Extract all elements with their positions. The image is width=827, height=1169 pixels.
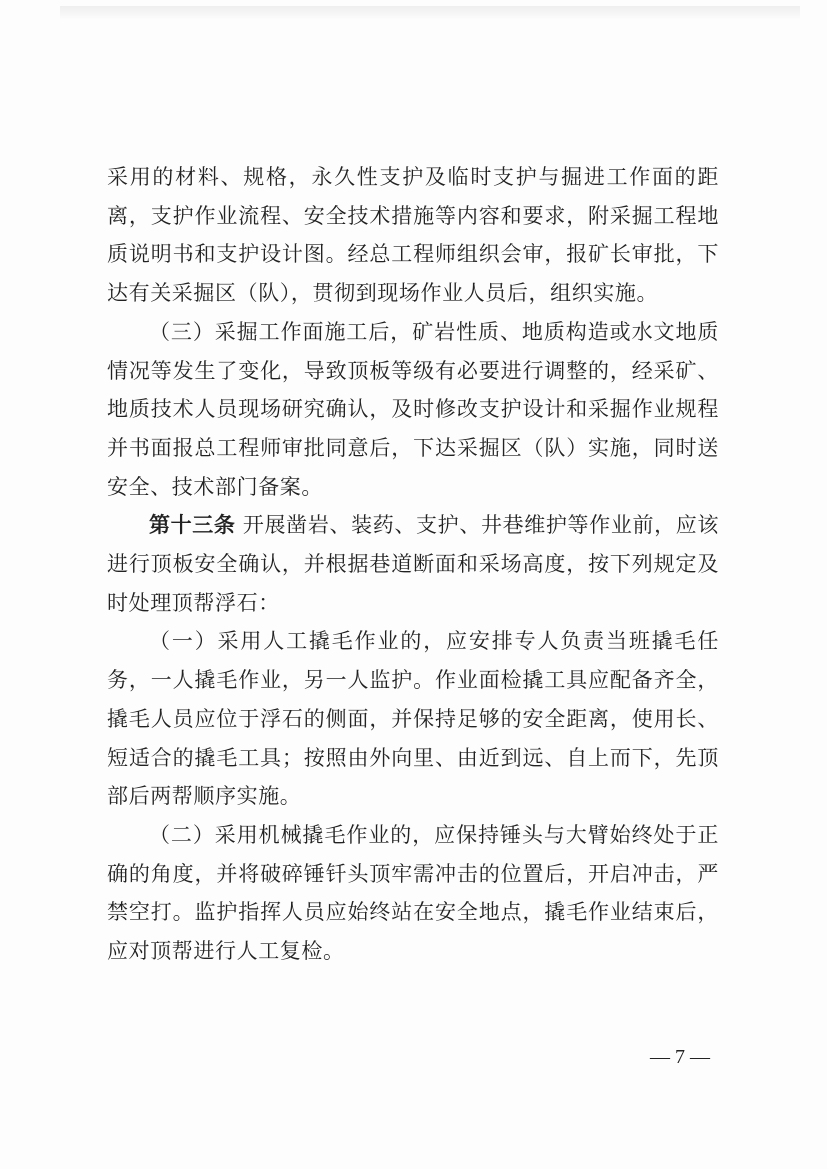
- page-number: — 7 —: [650, 1046, 710, 1068]
- paragraph-article-13: [107, 506, 719, 622]
- paragraph-mechanical-scaling: （二）采用机械撬毛作业的，应保持锤头与大臂始终处于正确的角度，并将破碎锤钎头顶牢需冲击的位置后，开启冲击，严禁空打。监护指挥人员应始终站在安全地点，撬毛作业结束后，应对顶帮进行人工复检。: [107, 822, 719, 964]
- paragraph-materials-spec: 采用的材料、规格，永久性支护及临时支护与掘进工作面的距离，支护作业流程、安全技术措施等内容和要求，附采掘工程地质说明书和支护设计图。经总工程师组织会审，报矿长审批，下达有关采掘区（队），贯彻到现场作业人员后，组织实施。: [107, 165, 719, 306]
- paragraph-manual-scaling: （一）采用人工撬毛作业的，应安排专人负责当班撬毛任务，一人撬毛作业，另一人监护。作业面检撬工具应配备齐全，撬毛人员应位于浮石的侧面，并保持足够的安全距离，使用长、短适合的撬毛工具；按照由外向里、由近到远、自上而下，先顶部后两帮顺序实施。: [107, 629, 719, 809]
- article-heading: 第十三条: [149, 512, 236, 538]
- body-text: [107, 158, 719, 971]
- scan-edge-shadow: [60, 6, 800, 20]
- paragraph-item-three: （三）采掘工作面施工后，矿岩性质、地质构造或水文地质情况等发生了变化，导致顶板等级有必要进行调整的，经采矿、地质技术人员现场研究确认，及时修改支护设计和采掘作业规程并书面报总工程师审批同意后，下达采掘区（队）实施，同时送安全、技术部门备案。: [107, 319, 719, 499]
- article-body: 开展凿岩、装药、支护、井巷维护等作业前，应该进行顶板安全确认，并根据巷道断面和采场高度，按下列规定及时处理顶帮浮石：: [107, 513, 719, 615]
